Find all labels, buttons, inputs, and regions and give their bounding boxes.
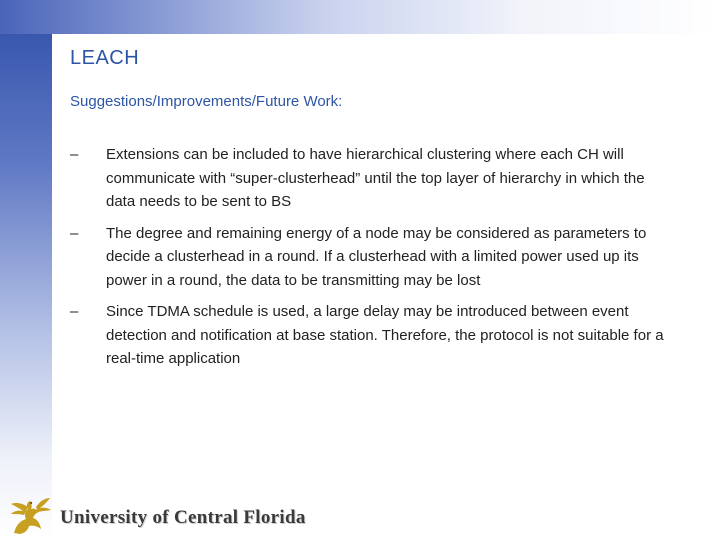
pegasus-icon [6,493,54,537]
institution-name: University of Central Florida [60,507,306,528]
bullet-item [70,222,670,293]
bullet-item [70,300,670,371]
bullet-text: Since TDMA schedule is used, a large delay may be introduced between event detection and notification at base station. Therefore, the protocol is not suitable for a real-time application [106,303,664,367]
bullet-list [70,143,670,379]
left-gradient-bar [0,0,52,540]
bullet-dash: – [70,303,79,320]
bullet-item [70,143,670,214]
bullet-text: The degree and remaining energy of a node may be considered as parameters to decide a clusterhead in a round. If a clusterhead with a limited power used up its power in a round, the data to be transmitting may be lost [106,224,647,289]
bullet-dash: – [70,146,79,163]
slide-subtitle: Suggestions/Improvements/Future Work: [70,93,343,110]
top-gradient-bar [0,0,720,34]
slide-title: LEACH [70,47,140,69]
ucf-logo [6,493,306,537]
bullet-text: Extensions can be included to have hierarchical clustering where each CH will communicate with “super-clusterhead” until the top layer of hierarchy in which the data needs to be sent to BS [106,146,645,210]
bullet-dash: – [70,224,79,242]
